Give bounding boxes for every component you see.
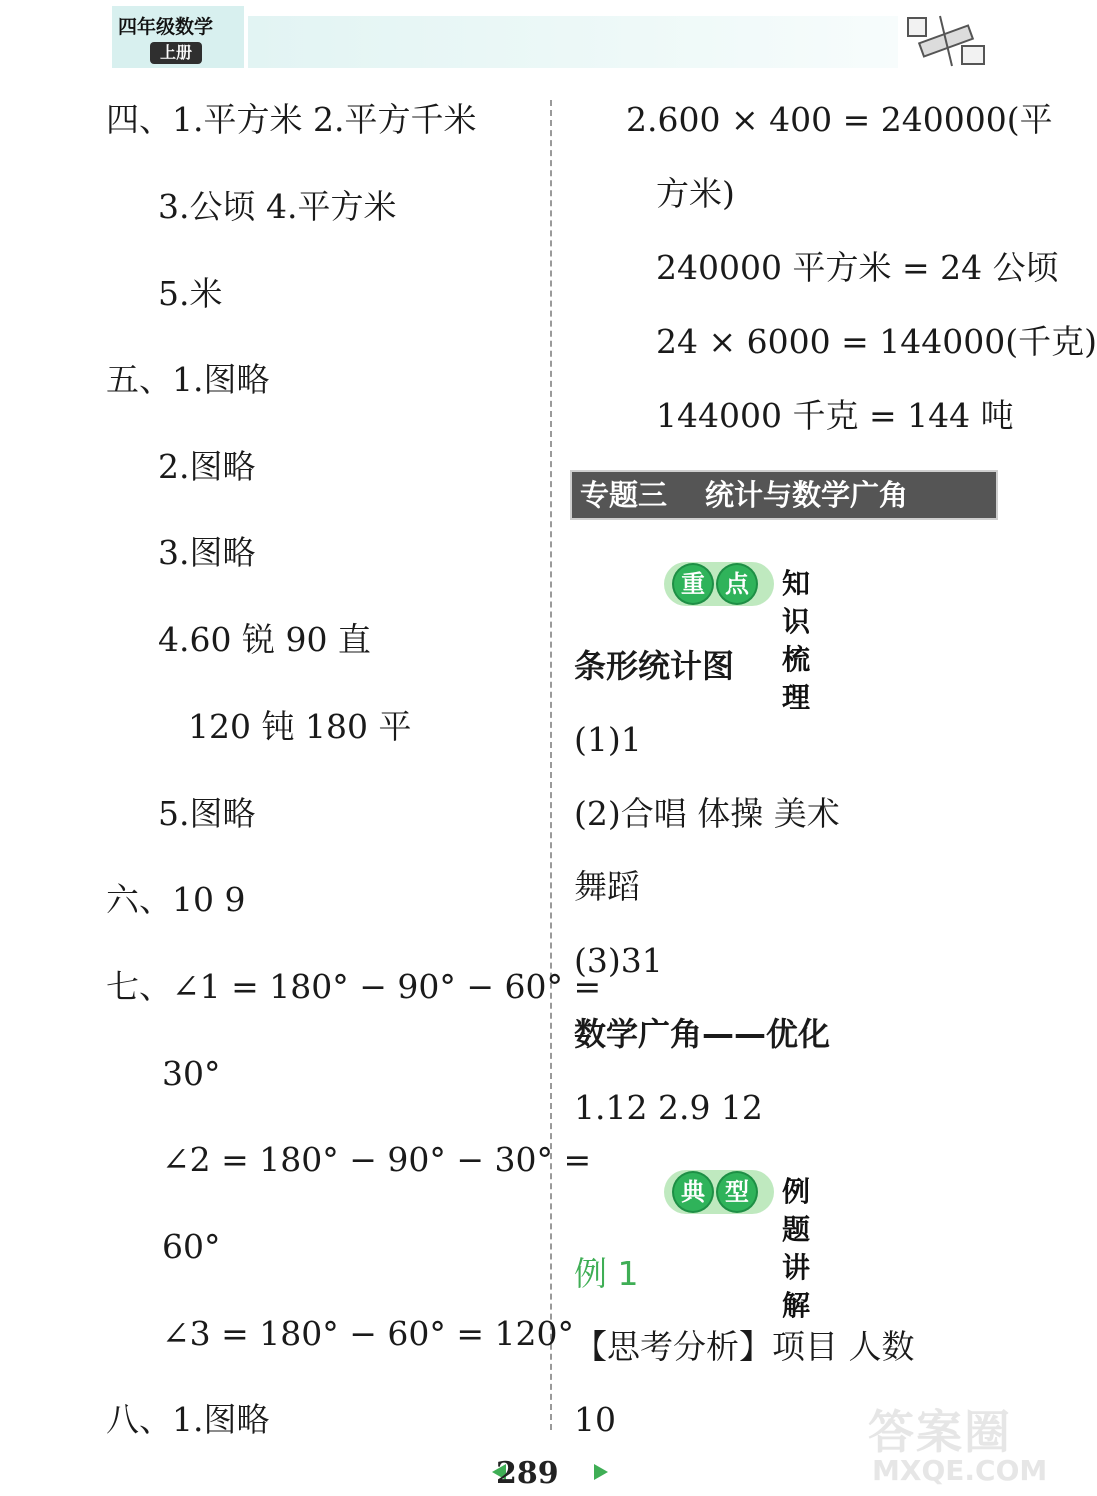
right-line-1: 2.600 × 400 = 240000(平 xyxy=(626,100,1053,139)
left-line-4: 五、1.图略 xyxy=(106,360,270,399)
left-line-7: 4.60 锐 90 直 xyxy=(158,620,371,659)
tag-label: 知识梳理 xyxy=(782,567,811,714)
left-line-9: 5.图略 xyxy=(158,794,256,833)
watermark-logo xyxy=(862,1396,1048,1492)
header-band xyxy=(248,16,898,68)
left-line-11: 七、∠1 = 180° − 90° − 60° = xyxy=(106,967,602,1006)
tag-circle-2: 型 xyxy=(718,1173,756,1211)
header-volume-badge: 上册 xyxy=(150,42,202,64)
left-line-15: ∠3 = 180° − 60° = 120° xyxy=(162,1314,575,1353)
right-line-11: 【思考分析】项目 人数 xyxy=(574,1327,915,1366)
tag-label: 例题讲解 xyxy=(782,1175,811,1322)
right-line-4: 24 × 6000 = 144000(千克) xyxy=(656,322,1097,361)
tag-circle-2: 点 xyxy=(718,565,756,603)
left-line-1: 四、1.平方米 2.平方千米 xyxy=(106,100,477,139)
left-line-13: ∠2 = 180° − 90° − 30° = xyxy=(162,1140,592,1179)
right-line-5: 144000 千克 = 144 吨 xyxy=(656,396,1014,435)
right-line-3: 240000 平方米 = 24 公顷 xyxy=(656,248,1059,287)
left-line-8: 120 钝 180 平 xyxy=(188,707,412,746)
right-line-12: 10 xyxy=(574,1400,616,1439)
watermark-line1: 答案圈 xyxy=(868,1405,1012,1459)
banner-part2: 统计与数学广角 xyxy=(705,478,909,512)
left-line-10: 六、10 9 xyxy=(106,880,246,919)
tag-circle-1: 典 xyxy=(674,1173,712,1211)
header-grade: 四年级数学 xyxy=(118,16,214,38)
left-line-5: 2.图略 xyxy=(158,447,256,486)
left-line-16: 八、1.图略 xyxy=(106,1400,270,1439)
right-heading-optimization: 数学广角——优化 xyxy=(574,1015,831,1053)
left-line-14: 60° xyxy=(162,1227,221,1266)
column-divider xyxy=(550,100,552,1430)
tag-circle-1: 重 xyxy=(674,565,712,603)
example-label: 例 1 xyxy=(574,1254,639,1293)
right-line-6: (1)1 xyxy=(574,720,642,759)
left-line-3: 5.米 xyxy=(158,274,223,313)
left-line-2: 3.公顷 4.平方米 xyxy=(158,187,397,226)
banner-part1: 专题三 xyxy=(580,478,668,512)
right-line-9: (3)31 xyxy=(574,941,663,980)
right-line-8: 舞蹈 xyxy=(574,867,640,906)
left-line-6: 3.图略 xyxy=(158,533,256,572)
page-next-triangle-icon xyxy=(594,1464,608,1480)
right-line-2: 方米) xyxy=(656,174,735,213)
watermark-line2: MXQE.COM xyxy=(872,1454,1048,1487)
section-banner xyxy=(572,472,996,518)
satellite-decoration-icon xyxy=(900,6,992,72)
right-heading-bar-chart: 条形统计图 xyxy=(574,647,735,685)
left-line-12: 30° xyxy=(162,1054,221,1093)
right-line-7: (2)合唱 体操 美术 xyxy=(574,794,840,833)
page-number: 289 xyxy=(496,1456,559,1491)
right-line-10: 1.12 2.9 12 xyxy=(574,1088,763,1127)
